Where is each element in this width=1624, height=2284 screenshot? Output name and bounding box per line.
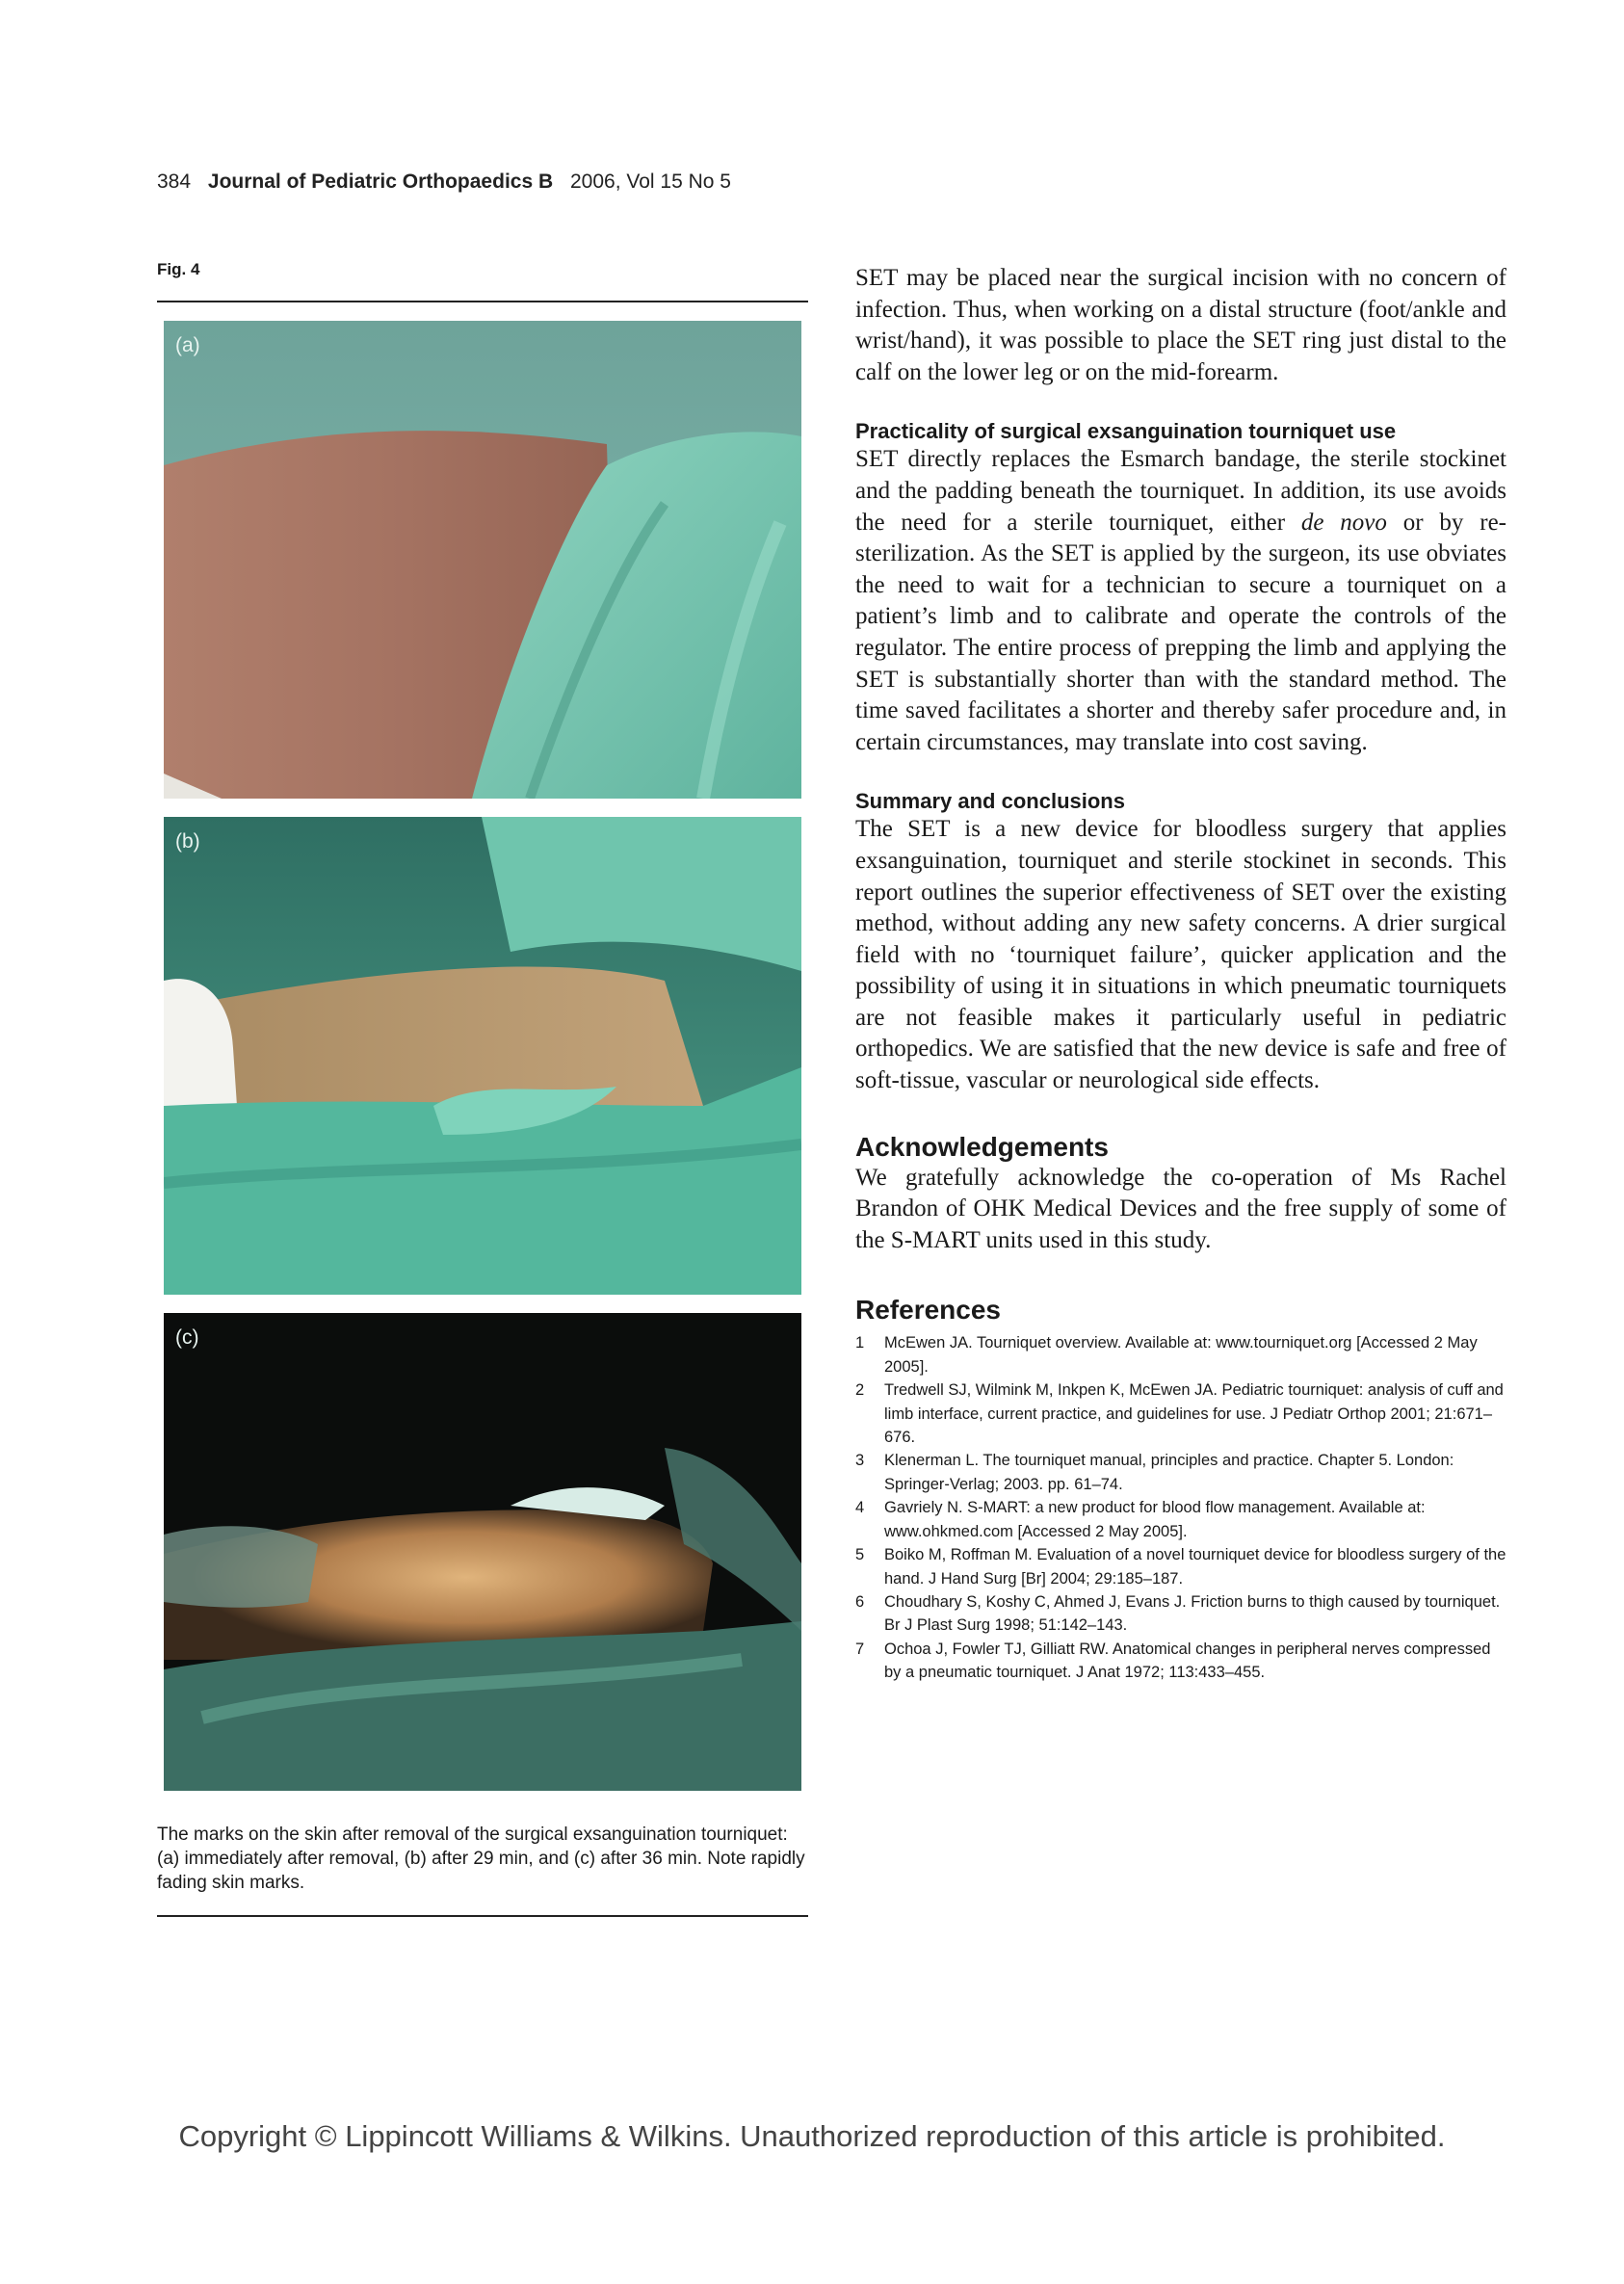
reference-text: Gavriely N. S-MART: a new product for blood flow management. Available at: www.ohkmed.com [Accessed 2 May 2005]. xyxy=(884,1499,1426,1540)
reference-text: Ochoa J, Fowler TJ, Gilliatt RW. Anatomical changes in peripheral nerves compressed by a pneumatic tourniquet. J Anat 1972; 113:433–455. xyxy=(884,1640,1491,1682)
reference-item xyxy=(855,1496,1506,1543)
copyright-notice: Copyright © Lippincott Williams & Wilkins. Unauthorized reproduction of this article is prohibited. xyxy=(178,2119,1446,2153)
reference-item xyxy=(855,1543,1506,1590)
section-heading-practicality: Practicality of surgical exsanguination tourniquet use xyxy=(855,419,1397,444)
summary-paragraph: The SET is a new device for bloodless surgery that applies exsanguination, tourniquet and sterile stockinet in seconds. This report outlines the superior effectiveness of SET over the existing method, without adding any new safety concerns. A drier surgical field with no ‘tourniquet failure’, quicker application and the possibility of using it in situations in which pneumatic tourniquets are not feasible makes it particularly useful in pediatric orthopedics. We are satisfied that the new device is safe and free of soft-tissue, vascular or neurological side effects. xyxy=(855,816,1506,1094)
figure-caption: The marks on the skin after removal of the surgical exsanguination tourniquet: (a) immediately after removal, (b) after 29 min, and (c) after 36 min. Note rapidly fading skin marks. xyxy=(157,1825,805,1893)
figure-bottom-rule xyxy=(157,1915,808,1917)
photo-panel-b xyxy=(164,817,801,1295)
de-novo-italic: de novo xyxy=(1300,509,1387,536)
journal-title: Journal of Pediatric Orthopaedics B xyxy=(207,171,554,193)
reference-text: Tredwell SJ, Wilmink M, Inkpen K, McEwen JA. Pediatric tourniquet: analysis of cuff and limb interface, current practice, and guidelines for use. J Pediatr Orthop 2001; 21:671–676. xyxy=(884,1381,1504,1447)
intro-paragraph: SET may be placed near the surgical incision with no concern of infection. Thus, when working on a distal structure (foot/ankle and wrist/hand), it was possible to place the SET ring just distal to the calf on the lower leg or on the mid-forearm. xyxy=(855,265,1506,385)
reference-number: 2 xyxy=(855,1381,865,1400)
section-heading-summary: Summary and conclusions xyxy=(855,789,1125,814)
issue-info: 2006, Vol 15 No 5 xyxy=(569,171,731,193)
reference-item xyxy=(855,1590,1506,1638)
reference-item xyxy=(855,1638,1506,1685)
reference-text: Klenerman L. The tourniquet manual, principles and practice. Chapter 5. London: Springer-Verlag; 2003. pp. 61–74. xyxy=(884,1452,1454,1493)
figure-top-rule xyxy=(157,301,808,302)
photo-b-image xyxy=(164,817,801,1295)
references-heading: References xyxy=(855,1295,1001,1326)
reference-number: 7 xyxy=(855,1640,865,1658)
panel-a-tag: (a) xyxy=(175,334,200,356)
running-head xyxy=(157,171,731,194)
reference-item xyxy=(855,1449,1506,1496)
practicality-text-end: or by re-sterilization. As the SET is applied by the surgeon, its use obviates the need to wait for a technician to secure a tourniquet on a patient’s limb and to calibrate and operate the controls of the regulator. The entire process of prepping the limb and applying the SET is substantially shorter than with the standard method. The time saved facilitates a shorter and thereby safer procedure and, in certain circumstances, may translate into cost saving. xyxy=(855,509,1506,755)
reference-item xyxy=(855,1378,1506,1449)
reference-number: 6 xyxy=(855,1592,865,1611)
reference-number: 5 xyxy=(855,1546,865,1564)
photo-a-image xyxy=(164,321,801,799)
reference-item xyxy=(855,1331,1506,1378)
practicality-paragraph xyxy=(855,444,1506,758)
acknowledgements-paragraph: We gratefully acknowledge the co-operation of Ms Rachel Brandon of OHK Medical Devices and the free supply of some of the S-MART units used in this study. xyxy=(855,1164,1506,1253)
photo-c-image xyxy=(164,1313,801,1791)
panel-c-tag: (c) xyxy=(175,1326,199,1349)
reference-text: McEwen JA. Tourniquet overview. Available at: www.tourniquet.org [Accessed 2 May 2005]. xyxy=(884,1334,1478,1376)
references-list xyxy=(855,1331,1506,1684)
main-text-column xyxy=(855,263,1506,1685)
reference-number: 4 xyxy=(855,1499,865,1517)
practicality-text-start: SET directly replaces the Esmarch bandage, the sterile stockinet and the padding beneath the tourniquet. In addition, its use avoids the need for a sterile tourniquet, either xyxy=(855,446,1506,536)
reference-text: Choudhary S, Koshy C, Ahmed J, Evans J. Friction burns to thigh caused by tourniquet. Br J Plast Surg 1998; 51:142–143. xyxy=(884,1592,1501,1635)
photo-panel-c xyxy=(164,1313,801,1791)
reference-number: 1 xyxy=(855,1334,865,1352)
reference-number: 3 xyxy=(855,1452,865,1470)
acknowledgements-heading: Acknowledgements xyxy=(855,1131,1109,1162)
figure-4 xyxy=(157,260,808,1893)
figure-label: Fig. 4 xyxy=(157,260,200,278)
reference-text: Boiko M, Roffman M. Evaluation of a novel tourniquet device for bloodless surgery of the hand. J Hand Surg [Br] 2004; 29:185–187. xyxy=(884,1546,1506,1588)
photo-panel-a xyxy=(164,321,801,799)
panel-b-tag: (b) xyxy=(175,830,200,853)
page-number: 384 xyxy=(157,171,192,193)
